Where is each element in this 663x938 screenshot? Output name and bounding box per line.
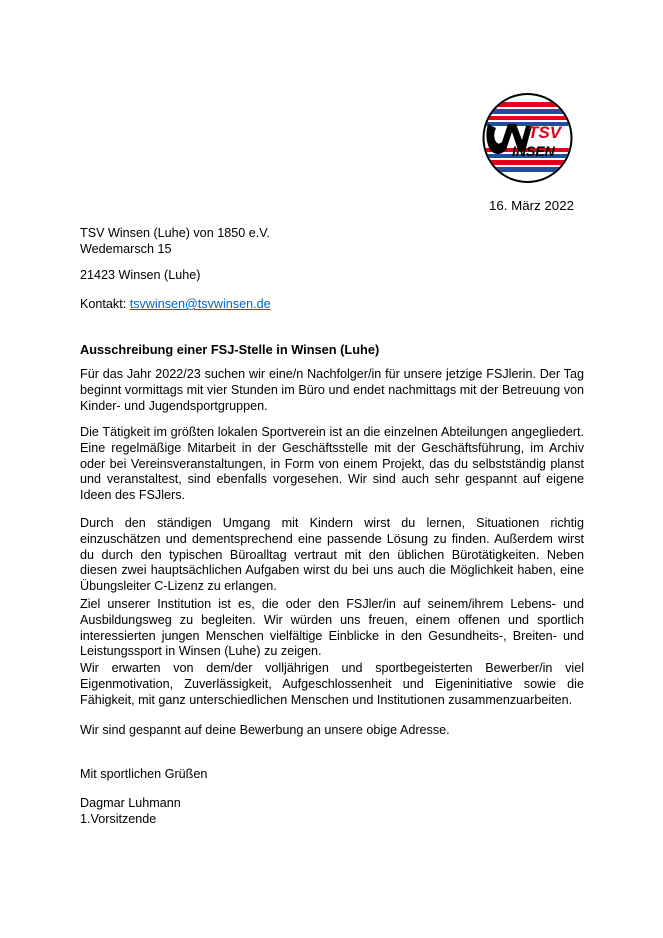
paragraph-1: [80, 367, 584, 414]
paragraph-3: [80, 516, 584, 595]
tsv-winsen-logo: [476, 92, 579, 184]
sender-street: Wedemarsch 15: [80, 241, 172, 256]
paragraph-2: [80, 425, 584, 504]
signature-block: [80, 796, 584, 828]
contact-line: [80, 297, 584, 313]
logo-emblem-icon: [476, 92, 579, 184]
paragraph-5: [80, 661, 584, 708]
svg-text:TSV: TSV: [528, 123, 562, 142]
paragraph-3-text: Durch den ständigen Umgang mit Kindern wirst du lernen, Situationen richtig einzuschätzen und dementsprechend eine passende Lösung zu finden. Außerdem wirst du durch den typischen Büroalltag vertraut mit den üblichen Bürotätigkeiten. Neben diesen zwei hauptsächlichen Aufgaben wirst du bei uns auch die Möglichkeit haben, eine Übungsleiter C-Lizenz zu erlangen.: [80, 516, 584, 594]
paragraph-1-text: Für das Jahr 2022/23 suchen wir eine/n Nachfolger/in für unsere jetzige FSJlerin. Der Tag beginnt vormittags mit vier Stunden im Büro und endet nachmittags mit der Betreuung von Kinder- und Jugendsportgruppen.: [80, 367, 584, 413]
paragraph-4: [80, 597, 584, 660]
paragraph-6: [80, 723, 584, 739]
sender-city-text: 21423 Winsen (Luhe): [80, 268, 201, 282]
paragraph-4-text: Ziel unserer Institution ist es, die oder den FSJler/in auf seinem/ihrem Lebens- und Ausbildungsweg zu begleiten. Wir würden uns freuen, einem offenen und sportlich interessierten jungen Menschen vielfältige Einblicke in den Gesundheits-, Breiten- und Leistungssport in Winsen (Luhe) zu zeigen.: [80, 597, 584, 659]
svg-text:INSEN: INSEN: [512, 143, 555, 159]
signature-name: Dagmar Luhmann: [80, 796, 181, 810]
paragraph-5-text: Wir erwarten von dem/der volljährigen und sportbegeisterten Bewerber/in viel Eigenmotivation, Zuverlässigkeit, Aufgeschlossenheit und Eigeninitiative sowie die Fähigkeit, mit ganz unterschiedlichen Menschen und Institutionen zusammenzuarbeiten.: [80, 661, 584, 707]
sender-city: [80, 268, 584, 284]
sender-organization: TSV Winsen (Luhe) von 1850 e.V.: [80, 226, 270, 240]
paragraph-2-text: Die Tätigkeit im größten lokalen Sportverein ist an die einzelnen Abteilungen angegliedert. Eine regelmäßige Mitarbeit in der Geschäftsstelle mit der Geschäftsführung, im Archiv oder bei Vereinsveranstaltungen, in Form von einem Projekt, das du selbstständig planst und veranstaltest, sind ebenfalls vorgesehen. Wir sind auch sehr gespannt auf eigene Ideen des FSJlers.: [80, 425, 584, 503]
closing-greeting: Mit sportlichen Grüßen: [80, 767, 208, 781]
contact-label: Kontakt:: [80, 297, 127, 311]
letter-heading: Ausschreibung einer FSJ-Stelle in Winsen (Luhe): [80, 342, 380, 357]
sender-address: [80, 226, 584, 258]
paragraph-6-text: Wir sind gespannt auf deine Bewerbung an unsere obige Adresse.: [80, 723, 450, 737]
contact-email-link[interactable]: tsvwinsen@tsvwinsen.de: [129, 297, 271, 311]
letter-date: 16. März 2022: [488, 198, 574, 213]
signature-role: 1.Vorsitzende: [80, 811, 157, 826]
